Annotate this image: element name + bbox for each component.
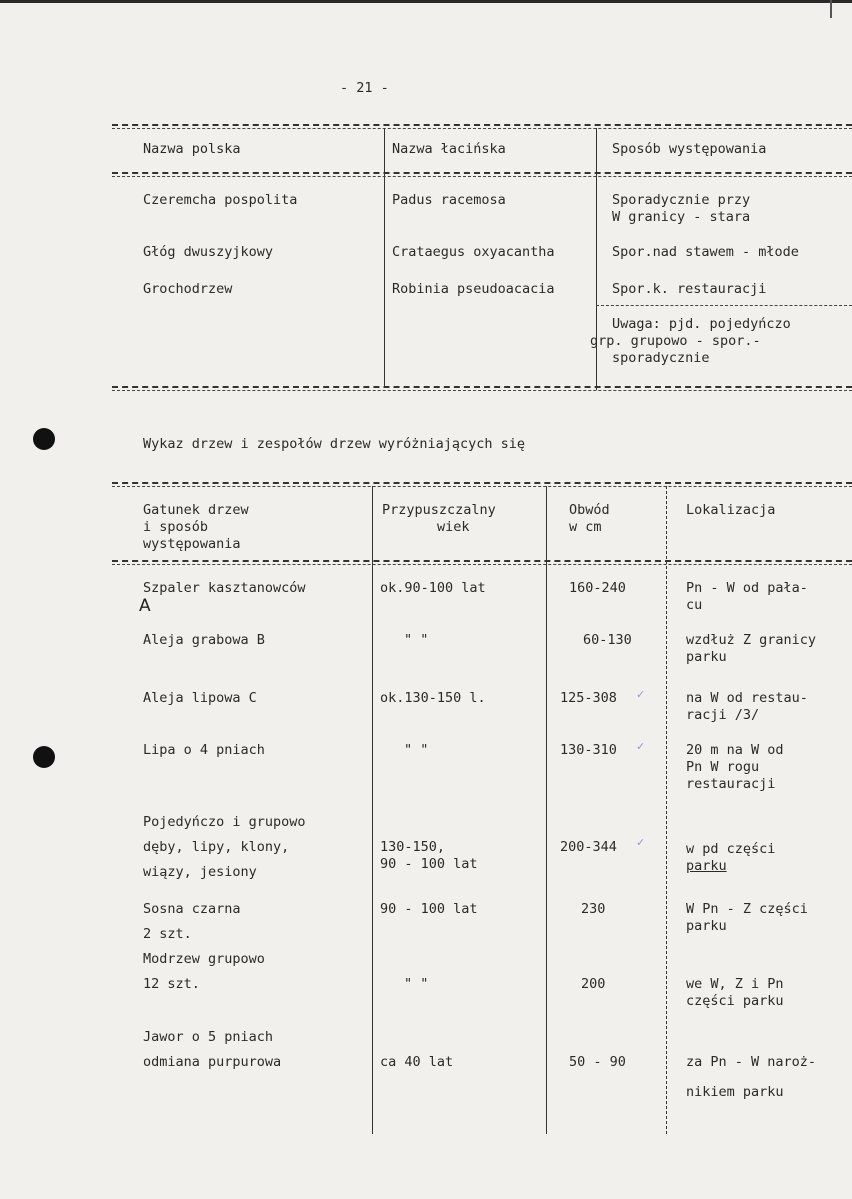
table1-cell-polish: Głóg dwuszyjkowy (143, 244, 274, 260)
table2-cell-age: " " (404, 742, 429, 758)
table2-top-rule-2 (112, 486, 852, 487)
table2-cell-girth: 160-240 (569, 580, 626, 596)
table1-note: grp. grupowo - spor.- (590, 333, 761, 349)
table2-cell-species: Modrzew grupowo (143, 951, 265, 967)
table2-header-age: wiek (437, 519, 470, 535)
table1-cell-latin: Robinia pseudoacacia (392, 281, 555, 297)
table2-cell-age: ok.90-100 lat (380, 580, 486, 596)
table2-cell-age: " " (404, 632, 429, 648)
handwritten-mark: A (139, 596, 151, 616)
table2-cell-age: 90 - 100 lat (380, 901, 478, 917)
table2-cell-location: nikiem parku (686, 1084, 784, 1100)
table1-cell-latin: Crataegus oxyacantha (392, 244, 555, 260)
table2-cell-location: W Pn - Z części (686, 901, 808, 917)
table2-col-divider-3 (666, 486, 667, 1134)
table1-cell-occurrence: Spor.k. restauracji (612, 281, 767, 297)
table2-header-girth: w cm (569, 519, 602, 535)
punch-hole (33, 746, 55, 768)
table2-cell-girth: 200-344 (560, 839, 617, 855)
table2-cell-age: ok.130-150 l. (380, 690, 486, 706)
table1-cell-occurrence: Spor.nad stawem - młode (612, 244, 799, 260)
table2-cell-location: parku (686, 649, 727, 665)
table2-cell-species: Pojedyńczo i grupowo (143, 814, 306, 830)
table2-cell-species: odmiana purpurowa (143, 1054, 282, 1070)
table2-cell-species: Jawor o 5 pniach (143, 1029, 274, 1045)
section-title: Wykaz drzew i zespołów drzew wyróżniających się (143, 436, 526, 452)
table2-cell-species: Aleja lipowa C (143, 690, 257, 706)
table1-note-rule (596, 305, 852, 306)
table1-col-divider-2 (596, 128, 597, 390)
page-top-edge (0, 0, 852, 3)
table1-cell-polish: Grochodrzew (143, 281, 233, 297)
page-number: - 21 - (340, 80, 389, 96)
table2-header-species: Gatunek drzew (143, 502, 249, 518)
table2-cell-location: części parku (686, 993, 784, 1009)
table1-cell-polish: Czeremcha pospolita (143, 192, 298, 208)
table1-top-rule-2 (112, 128, 852, 129)
table2-cell-girth: 200 (581, 976, 606, 992)
table2-cell-species: 2 szt. (143, 926, 192, 942)
table2-cell-location: Pn - W od pała- (686, 580, 808, 596)
table2-cell-location: na W od restau- (686, 690, 808, 706)
table2-header-location: Lokalizacja (686, 502, 776, 518)
table2-cell-girth: 230 (581, 901, 606, 917)
table2-header-rule (112, 560, 852, 562)
table1-col-divider-1 (384, 128, 385, 386)
table2-col-divider-2 (546, 486, 547, 1134)
table2-cell-location: racji /3/ (686, 707, 760, 723)
table2-cell-age: 90 - 100 lat (380, 856, 478, 872)
table1-top-rule (112, 124, 852, 126)
table1-note: sporadycznie (612, 350, 710, 366)
table2-cell-age: ca 40 lat (380, 1054, 454, 1070)
table2-cell-location: cu (686, 597, 703, 613)
table2-cell-location: we W, Z i Pn (686, 976, 784, 992)
table2-cell-girth: 50 - 90 (569, 1054, 626, 1070)
table2-cell-species: Lipa o 4 pniach (143, 742, 265, 758)
table2-cell-girth: 130-310 (560, 742, 617, 758)
table1-header-rule-2 (112, 176, 852, 177)
table2-header-rule-2 (112, 564, 852, 565)
table1-header-occurrence: Sposób występowania (612, 141, 767, 157)
table2-cell-species: Aleja grabowa B (143, 632, 265, 648)
table2-cell-girth: 60-130 (583, 632, 632, 648)
table1-cell-occurrence: Sporadycznie przy (612, 192, 751, 208)
table2-cell-species: wiązy, jesiony (143, 864, 257, 880)
table2-cell-age: 130-150, (380, 839, 446, 855)
table2-cell-species: Szpaler kasztanowców (143, 580, 306, 596)
check-mark: ✓ (636, 740, 646, 753)
page-corner-mark (830, 0, 832, 18)
table2-cell-location: parku (686, 918, 727, 934)
table2-cell-location: parku (686, 858, 727, 874)
table1-note: Uwaga: pjd. pojedyńczo (612, 316, 791, 332)
table2-cell-location: restauracji (686, 776, 776, 792)
table2-header-species: występowania (143, 536, 241, 552)
table2-cell-location: Pn W rogu (686, 759, 760, 775)
table2-top-rule (112, 482, 852, 484)
table1-bottom-rule-2 (112, 390, 852, 391)
table2-header-age: Przypuszczalny (382, 502, 496, 518)
table2-cell-location: w pd części (686, 841, 776, 857)
check-mark: ✓ (636, 688, 646, 701)
table2-cell-location: za Pn - W naroż- (686, 1054, 817, 1070)
check-mark: ✓ (636, 836, 646, 849)
table2-cell-location: wzdłuż Z granicy (686, 632, 817, 648)
table1-cell-occurrence: W granicy - stara (612, 209, 751, 225)
table1-bottom-rule (112, 386, 852, 388)
table2-cell-species: 12 szt. (143, 976, 200, 992)
table2-cell-age: " " (404, 976, 429, 992)
table2-cell-girth: 125-308 (560, 690, 617, 706)
table1-header-latin: Nazwa łacińska (392, 141, 506, 157)
punch-hole (33, 428, 55, 450)
table2-col-divider-1 (372, 486, 373, 1134)
table2-header-species: i sposób (143, 519, 209, 535)
table2-cell-species: dęby, lipy, klony, (143, 839, 290, 855)
table2-header-girth: Obwód (569, 502, 610, 518)
table1-header-rule (112, 172, 852, 174)
table1-header-polish: Nazwa polska (143, 141, 241, 157)
table2-cell-location: 20 m na W od (686, 742, 784, 758)
table2-cell-species: Sosna czarna (143, 901, 241, 917)
table1-cell-latin: Padus racemosa (392, 192, 506, 208)
